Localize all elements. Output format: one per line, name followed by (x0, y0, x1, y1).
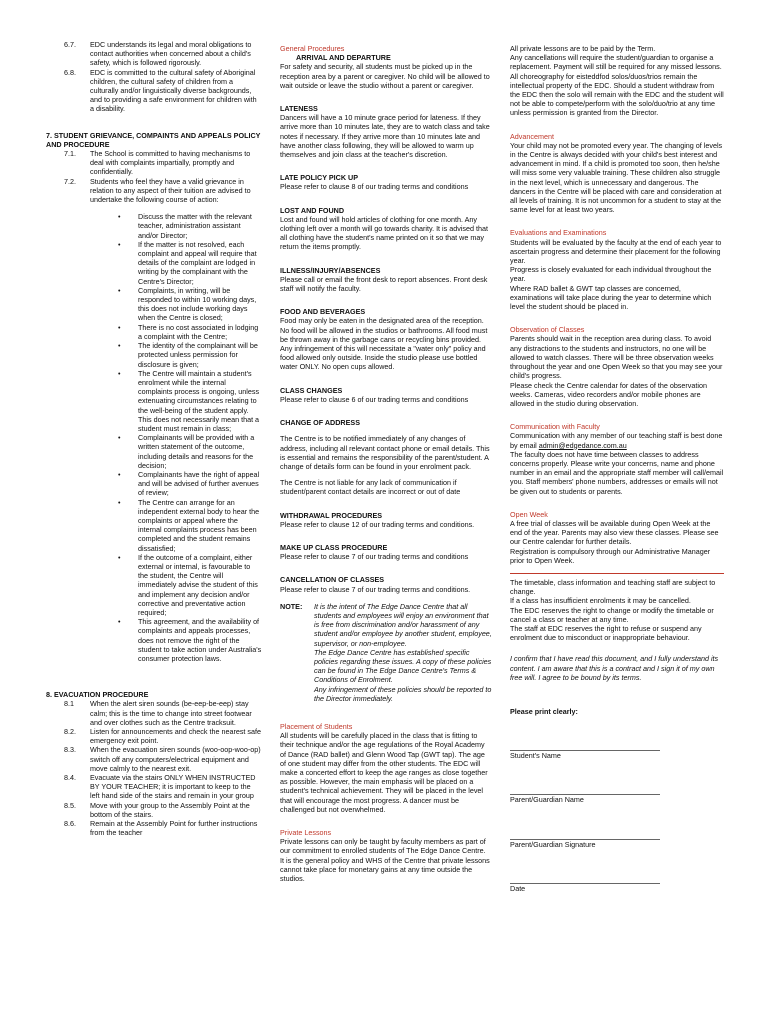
bullet-item (46, 470, 262, 498)
payment-text-3: All choreography for eisteddfod solos/duos/trios remain the intellectual property of the EDC. Should a student withdraw from the EDC then the solo will remain with the EDC and the student will not be able to compete/perform with the solo/duo/trio at any time unless permission is granted from the Director. (510, 71, 724, 118)
note-text-3: Any infringement of these policies should be reported to the Director immediately. (314, 684, 492, 703)
clause-text: The School is committed to having mechanisms to deal with complaints impartially, promptly and confidentially. (90, 149, 251, 177)
open-week-title: Open Week (510, 509, 548, 519)
advancement-title: Advancement (510, 131, 554, 141)
lost-found-text: Lost and found will hold articles of clothing for one month. Any clothing left over a month will go towards charity. It is advised that all clothing have the student's name printed on it so that we may return the items promptly. (280, 214, 489, 252)
parent-name-label: Parent/Guardian Name (510, 795, 584, 805)
note-text-2: The Edge Dance Centre has established specific policies regarding these issues. A copy of these policies can be found in The Edge Dance Centre's Terms & Conditions of Enrolment. (314, 647, 492, 685)
late-pickup-text: Please refer to clause 8 of our trading terms and conditions (280, 182, 469, 192)
food-text: Food may only be eaten in the designated area of the reception. No food will be allowed in the studios or bathrooms. All food must be thrown away in the garbage cans or recycling bins provided. Any infringement of this will necessitate a "water only" policy and food allowed only outside. Inside the studio please use bottled water ONLY. No open cups allowed. (280, 316, 488, 372)
section-8-title: 8. EVACUATION PROCEDURE (46, 690, 149, 700)
class-changes-text: Please refer to clause 6 of our trading terms and conditions (280, 394, 469, 404)
evaluations-text-3: Where RAD ballet & GWT tap classes are concerned, examinations will take place during the year to determine which level the student should be placed in. (510, 283, 712, 312)
cancellation-text: Please refer to clause 7 of our trading terms and conditions. (280, 584, 471, 594)
bullet-icon: • (118, 285, 121, 295)
evaluations-text-1: Students will be evaluated by the faculty at the end of each year to ascertain progress and determine their placement for the following year. (510, 237, 722, 266)
clause-text: Remain at the Assembly Point for further instructions from the teacher (90, 819, 258, 838)
clause-text: When the alert siren sounds (be-eep-be-eep) stay calm; this is the time to change into street footwear and over clothes such as the Centre tracksuit. (90, 699, 252, 727)
bullet-icon: • (118, 239, 121, 249)
address-text-2: The Centre is not liable for any lack of communication if student/parent contact details are incorrect or out of date (280, 478, 461, 497)
bullet-icon: • (118, 617, 121, 627)
payment-text-2: Any cancellations will require the student/guardian to organise a replacement. Payment will still be required for any missed lessons. (510, 53, 722, 72)
clause-number: 6.8. (64, 67, 76, 77)
observation-text-2: Please check the Centre calendar for dates of the observation weeks. Cameras, video recorders and/or mobile phones are allowed in the studio during observation. (510, 380, 707, 408)
lost-found-title: LOST AND FOUND (280, 205, 345, 215)
bullet-icon: • (118, 322, 121, 332)
bullet-text: Complaints, in writing, will be responded to within 10 working days, this does not include working days when the Centre is closed; (138, 285, 257, 323)
clause-number: 8.6. (64, 819, 76, 829)
timetable-text-3: The EDC reserves the right to change or modify the timetable or cancel a class or teacher at any time. (510, 605, 714, 624)
bullet-item (46, 286, 262, 323)
private-text-1: Private lessons can only be taught by faculty members as part of our commitment to enrolled students of The Edge Dance Centre. (280, 837, 486, 856)
clause-number: 8.1 (64, 699, 74, 709)
bullet-icon: • (118, 497, 121, 507)
illness-title: ILLNESS/INJURY/ABSENCES (280, 265, 381, 275)
column-middle (280, 40, 492, 883)
timetable-text-1: The timetable, class information and teaching staff are subject to change. (510, 577, 716, 597)
clause-6-7 (46, 40, 262, 68)
bullet-item (46, 498, 262, 553)
class-changes-title: CLASS CHANGES (280, 385, 343, 395)
food-title: FOOD AND BEVERAGES (280, 307, 366, 317)
clause-8-5 (46, 801, 262, 819)
clause-8-3 (46, 745, 262, 773)
clause-text: Listen for announcements and check the nearest safe emergency exit point. (90, 727, 262, 746)
note-label: NOTE: (280, 601, 303, 611)
section-divider (510, 573, 724, 574)
clause-number: 7.2. (64, 176, 76, 186)
bullet-icon: • (118, 469, 121, 479)
evaluations-title: Evaluations and Examinations (510, 228, 607, 238)
clause-text: When the evacuation siren sounds (woo-oop-woo-op) switch off any computers/electrical equipment and move calmly to the nearest exit. (90, 745, 261, 773)
clause-number: 8.2. (64, 727, 76, 737)
clause-number: 7.1. (64, 149, 76, 159)
payment-text-1: All private lessons are to be paid by the Term. (510, 44, 656, 53)
note-text-1: It is the intent of The Edge Dance Centre that all students and employees will enjoy an environment that is free from discrimination and/or harassment of any student and/or employee by another student, employee, supervisor, or non-employee. (314, 601, 492, 648)
clause-6-8 (46, 68, 262, 114)
bullet-text: This agreement, and the availability of complaints and appeals processes, does not remove the right of the student to take action under Australia's consumer protection laws. (138, 617, 262, 663)
bullet-item (46, 323, 262, 341)
lateness-title: LATENESS (280, 104, 318, 114)
clause-text: Move with your group to the Assembly Point at the bottom of the stairs. (90, 800, 250, 819)
general-procedures-title: General Procedures (280, 44, 345, 53)
observation-title: Observation of Classes (510, 325, 585, 335)
student-name-label: Student's Name (510, 751, 561, 761)
clause-number: 8.5. (64, 800, 76, 810)
open-week-text-2: Registration is compulsory through our Administrative Manager prior to Open Week. (510, 546, 711, 565)
note-body (314, 602, 492, 703)
bullet-icon: • (118, 341, 121, 351)
bullet-item (46, 212, 262, 240)
clause-7-1 (46, 149, 262, 177)
observation-text-1: Parents should wait in the reception area during class. To avoid any distractions to the students and instructors, no one will be allowed to watch classes. There will be three observation weeks throughout the year and one Open Week so that you may see your child's progress. (510, 334, 723, 381)
bullet-icon: • (118, 433, 121, 443)
communication-text-1 (510, 431, 724, 449)
clause-8-1 (46, 699, 262, 727)
bullet-item (46, 240, 262, 286)
clause-number: 8.4. (64, 773, 76, 783)
admin-email-link[interactable]: admin@edgedance.com.au (538, 440, 627, 450)
clause-8-6 (46, 819, 262, 837)
bullet-icon: • (118, 368, 121, 378)
parent-signature-label: Parent/Guardian Signature (510, 839, 596, 849)
clause-text: EDC is committed to the cultural safety of Aboriginal children, the cultural safety of children from a culturally and/or linguistically diverse backgrounds, and to providing a safe environment for children with a disability. (90, 67, 257, 114)
address-title: CHANGE OF ADDRESS (280, 418, 360, 428)
open-week-text-1: A free trial of classes will be available during Open Week at the end of the year. Parents may also view these classes. Please see our Centre calendar for further details. (510, 518, 719, 547)
private-text-2: It is the general policy and WHS of the Centre that private lessons cannot take place for monetary gains at any time outside the studios. (280, 855, 490, 884)
lateness-text: Dancers will have a 10 minute grace period for lateness. If they arrive more than 10 minutes late, they are to watch class and take notes if necessary. If they arrive more than 10 minutes late and have another class following, they will be allowed to warm up themselves and join class at the teacher's discretion. (280, 113, 490, 160)
arrival-text: For safety and security, all students must be picked up in the reception area by a parent or caregiver. No child will be allowed to wait outside or leave the studio without a parent or caregiver. (280, 62, 490, 90)
bullet-item (46, 553, 262, 617)
withdrawal-text: Please refer to clause 12 of our trading terms and conditions. (280, 519, 475, 529)
placement-text: All students will be carefully placed in the class that is fitting to their technique and/or the age regulations of the Royal Academy of Dance (RAD ballet) and Glenn Wood Tap (GWT tap). The age of one student may differ from the other students. The EDC will make a concerted effort to keep the age ranges as close together as possible. However, the main emphasis will be placed on a student's technical achievement. They will be placed in the level that will encourage the most progress. A dancer must be challenged but not overwhelmed. (280, 731, 488, 814)
late-pickup-title: LATE POLICY PICK UP (280, 173, 359, 183)
bullet-text: The identity of the complainant will be protected unless permission for disclosure is given; (138, 341, 258, 369)
bullet-text: If the matter is not resolved, each complaint and appeal will require that details of the complaint are lodged in writing by the complainant with the Centre's Director; (138, 239, 257, 286)
clause-text: EDC understands its legal and moral obligations to contact authorities when concerned about a child's safety, which is followed rigorously. (90, 40, 252, 68)
note-block (280, 602, 492, 703)
column-left (46, 40, 262, 837)
section-7-title: 7. STUDENT GRIEVANCE, COMPAINTS AND APPEALS POLICY AND PROCEDURE (46, 130, 261, 149)
private-lessons-title: Private Lessons (280, 828, 332, 837)
makeup-title: MAKE UP CLASS PROCEDURE (280, 542, 388, 552)
arrival-title: ARRIVAL AND DEPARTURE (296, 53, 391, 63)
placement-title: Placement of Students (280, 721, 353, 731)
bullet-item (46, 433, 262, 470)
bullet-text: Complainants will be provided with a written statement of the outcome, including details and reasons for the decision; (138, 433, 255, 470)
cancellation-title: CANCELLATION OF CLASSES (280, 575, 385, 585)
timetable-text-4: The staff at EDC reserves the right to refuse or suspend any enrolment due to misconduct or inappropriate behaviour. (510, 623, 702, 643)
bullet-text: There is no cost associated in lodging a complaint with the Centre; (138, 322, 259, 341)
address-text-1: The Centre is to be notified immediately of any changes of address, including all relevant contact phone or email details. This is essential and remains the responsibility of the parent/student. A change of details form can be found in your enrolment pack. (280, 434, 490, 471)
print-clearly-label: Please print clearly: (510, 706, 578, 716)
clause-8-2 (46, 727, 262, 745)
clause-number: 8.3. (64, 745, 76, 755)
date-label: Date (510, 883, 526, 893)
makeup-text: Please refer to clause 7 of our trading terms and conditions (280, 552, 469, 562)
evaluations-text-2: Progress is closely evaluated for each individual throughout the year. (510, 265, 712, 284)
bullet-text: Discuss the matter with the relevant teacher, administration assistant and/or Director; (138, 212, 252, 240)
advancement-text: Your child may not be promoted every year. The changing of levels in the Centre is always decided with your child's best interest and advancement in mind. If a child is promoted too soon, then he/she will miss some very valuable training. These children also struggle in the next level, which is unnecessary and dangerous. The dancers in the Centre will be placed with care and consideration at all levels of training. It is not uncommon for a student to stay at the same level for at least two years. (510, 140, 723, 215)
clause-number: 6.7. (64, 40, 76, 49)
communication-title: Communication with Faculty (510, 422, 600, 432)
illness-text: Please call or email the front desk to report absences. Front desk staff will notify the faculty. (280, 274, 488, 294)
timetable-text-2: If a class has insufficient enrolments it may be cancelled. (510, 596, 691, 606)
bullet-text: If the outcome of a complaint, either external or internal, is favourable to the student, the Centre will immediately advise the student of this and implement any decision and/or corrective and preventative action required; (138, 552, 258, 617)
bullet-icon: • (118, 552, 121, 562)
clause-7-2 (46, 177, 262, 205)
clause-text: Students who feel they have a valid grievance in relation to any aspect of their tuition are advised to undertake the following course of action: (90, 176, 251, 205)
withdrawal-title: WITHDRAWAL PROCEDURES (280, 510, 383, 520)
clause-8-4 (46, 773, 262, 801)
bullet-item (46, 617, 262, 663)
communication-text-prefix: Communication with any member of our teaching staff is best done by email (510, 431, 723, 450)
bullet-item (46, 341, 262, 369)
bullet-text: Complainants have the right of appeal and will be advised of further avenues of review; (138, 469, 260, 498)
communication-text-2: The faculty does not have time between classes to address concerns properly. Please write your concerns, name and phone number in an email and the appropriate staff member will call/email you. Staff members' phone numbers, addresses or emails will not be given out to students or parents. (510, 449, 724, 496)
bullet-text: The Centre can arrange for an independent external body to hear the complaints or appeal where the internal complaints process has been completed and the student remains dissatisfied; (138, 497, 260, 553)
bullet-icon: • (118, 212, 121, 222)
confirmation-text: I confirm that I have read this document, and I fully understand its content. I am aware that this is a contract and I sign it of my own free will. I agree to be bound by its terms. (510, 654, 719, 682)
bullet-text: The Centre will maintain a student's enrolment while the internal complaints process is ongoing, unless extenuating circumstances relating to the well-being of the student apply. This does not necessarily mean that a student must remain in class; (138, 368, 260, 433)
clause-text: Evacuate via the stairs ONLY WHEN INSTRUCTED BY YOUR TEACHER; it is important to keep to the left hand side of the stairs and remain in your group (90, 773, 256, 801)
column-right (510, 40, 724, 893)
bullet-item (46, 369, 262, 433)
